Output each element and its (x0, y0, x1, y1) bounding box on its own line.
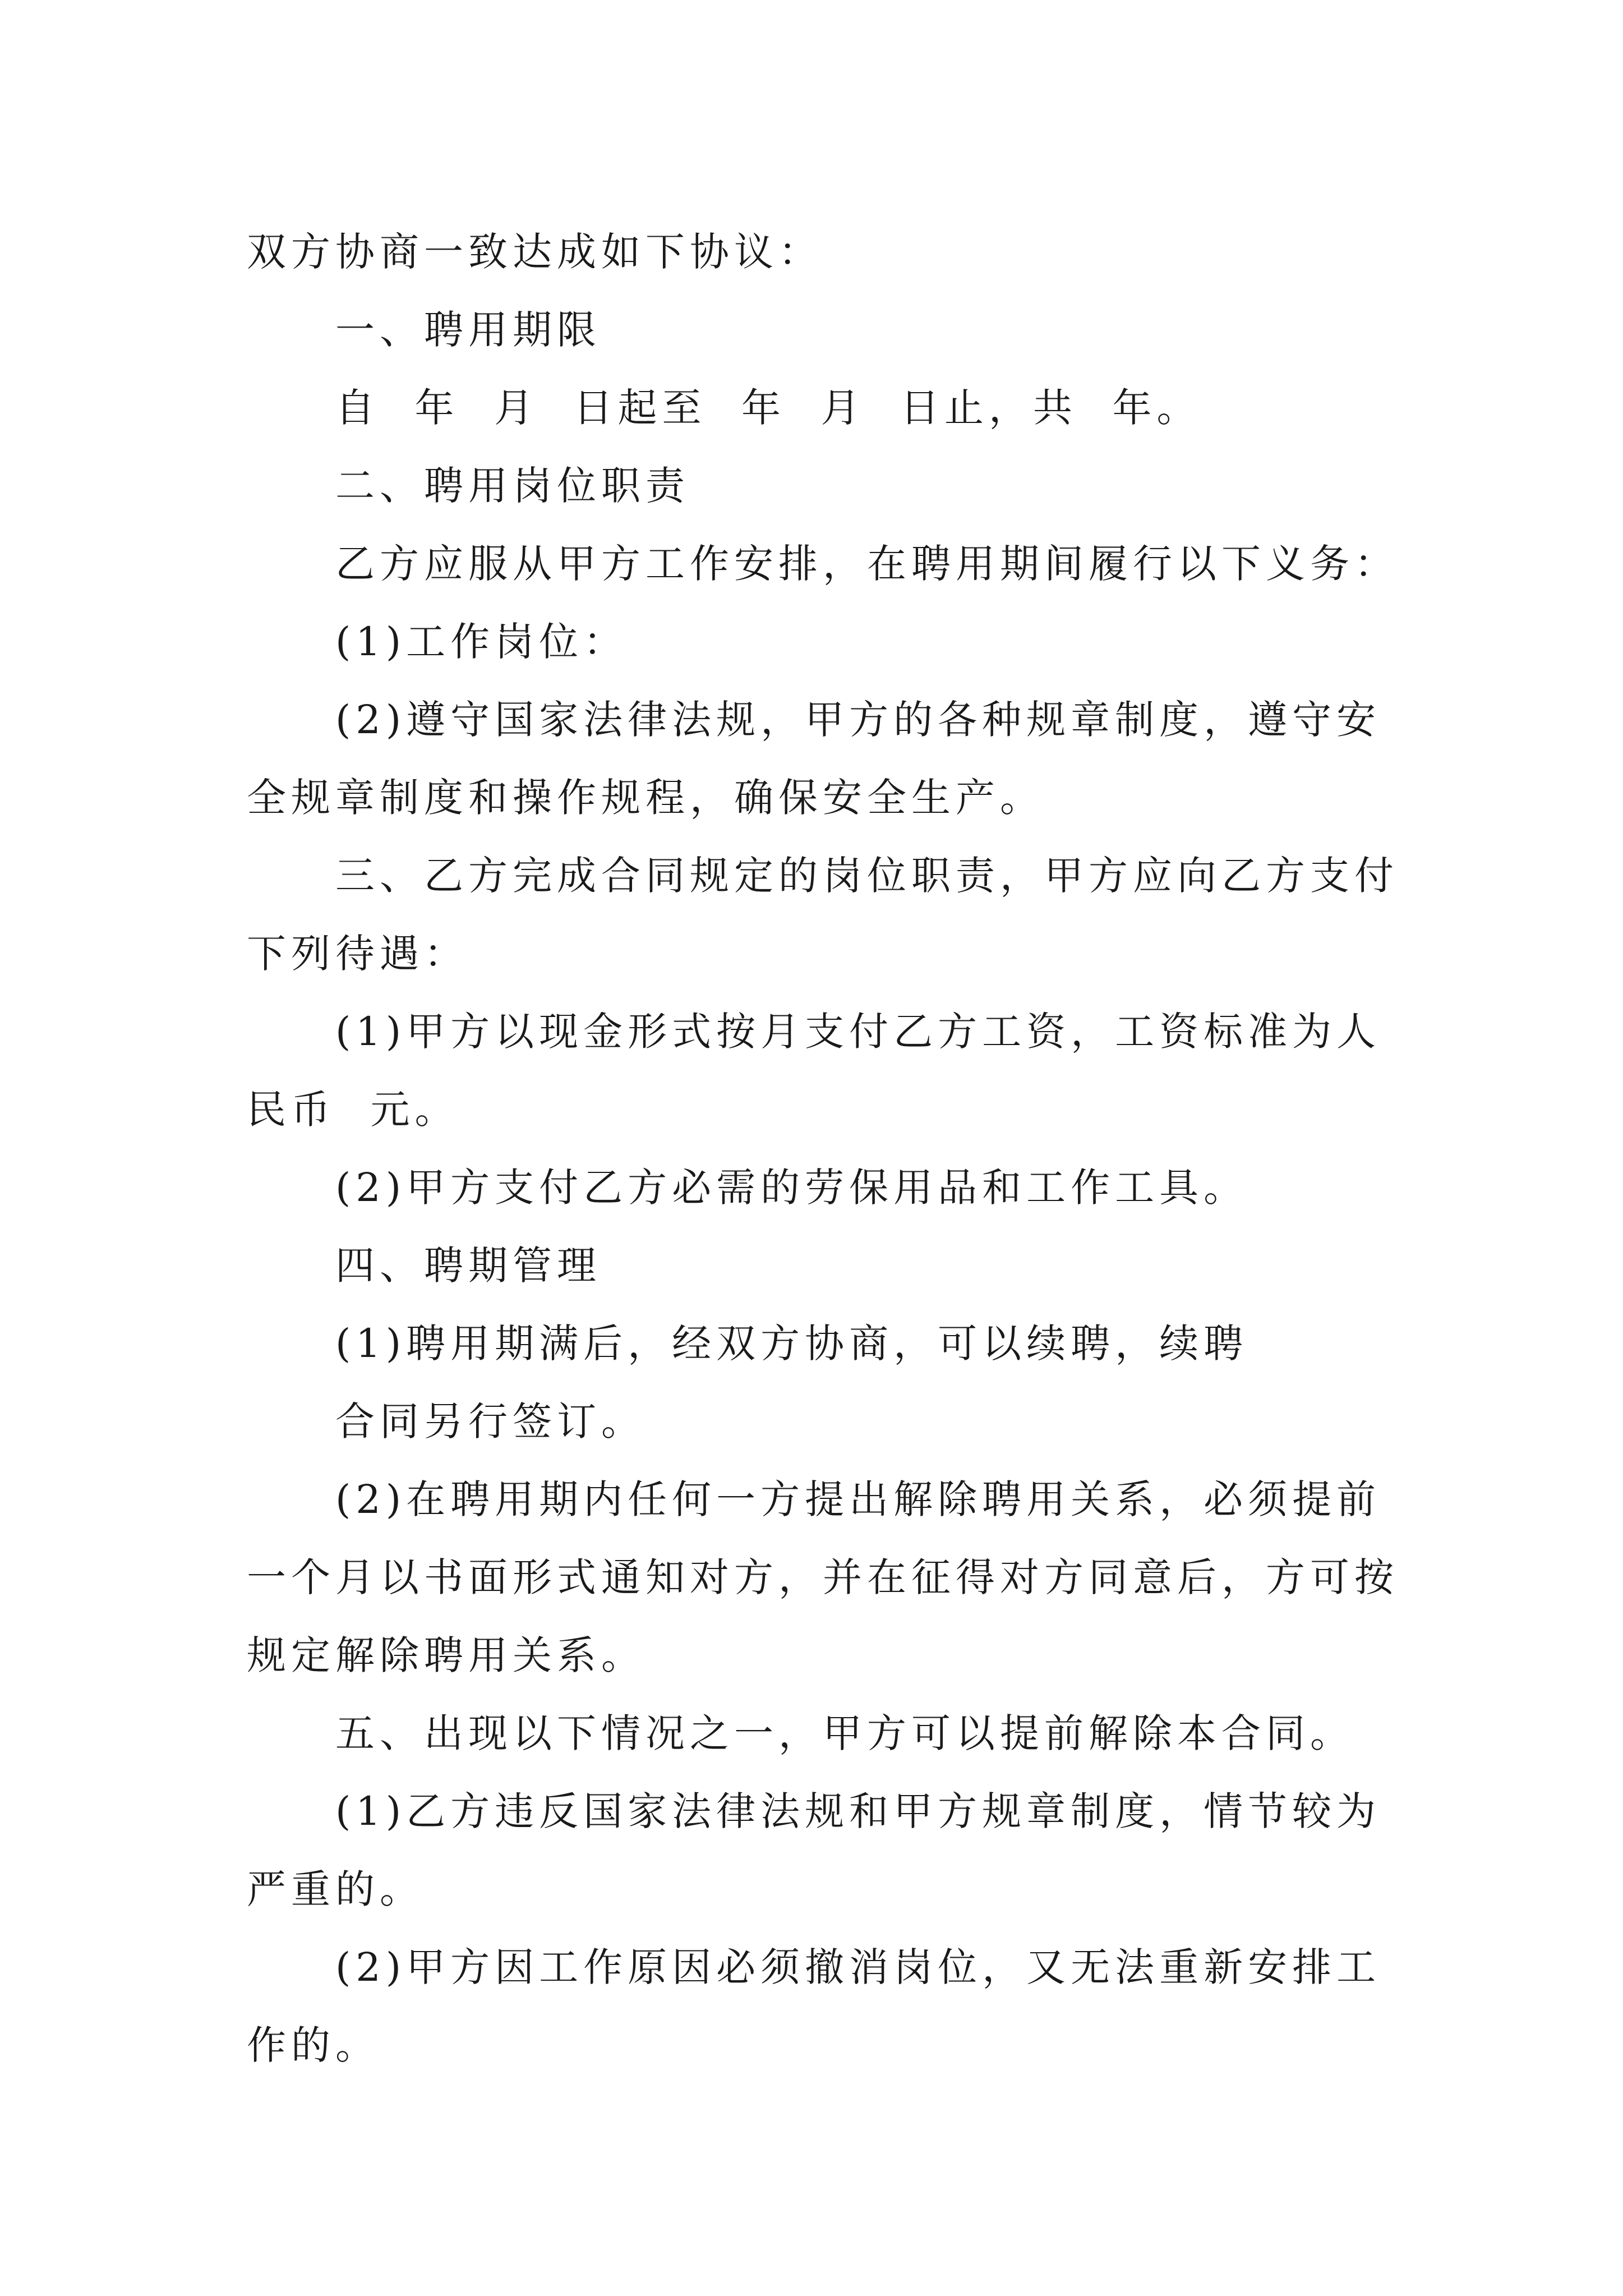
document-line: 一个月以书面形式通知对方，并在征得对方同意后，方可按 (247, 1554, 1399, 1600)
document-line: 规定解除聘用关系。 (247, 1632, 645, 1678)
document-line: 双方协商一致达成如下协议： (247, 229, 823, 275)
document-line: 三、乙方完成合同规定的岗位职责，甲方应向乙方支付 (335, 853, 1399, 899)
document-body (247, 213, 1399, 2085)
document-line: (2)甲方支付乙方必需的劳保用品和工作工具。 (335, 1165, 1248, 1211)
document-line: (1)工作岗位： (335, 619, 628, 665)
document-line: 自 年 月 日起至 年 月 日止，共 年。 (335, 385, 1201, 431)
document-line: 全规章制度和操作规程，确保安全生产。 (247, 775, 1044, 821)
document-line: (1)甲方以现金形式按月支付乙方工资，工资标准为人 (335, 1009, 1381, 1055)
document-line: 五、出现以下情况之一，甲方可以提前解除本合同。 (335, 1710, 1354, 1756)
document-line: 四、聘期管理 (335, 1243, 601, 1289)
document-line: (1)乙方违反国家法律法规和甲方规章制度，情节较为 (335, 1788, 1381, 1834)
document-line: (2)在聘用期内任何一方提出解除聘用关系，必须提前 (335, 1476, 1381, 1522)
document-line: 严重的。 (247, 1866, 424, 1912)
document-line: 乙方应服从甲方工作安排，在聘用期间履行以下义务： (335, 541, 1399, 587)
document-line: 一、聘用期限 (335, 307, 601, 353)
document-line: (1)聘用期满后，经双方协商，可以续聘，续聘 (335, 1320, 1248, 1366)
document-line: 下列待遇： (247, 931, 468, 977)
document-line: 二、聘用岗位职责 (335, 463, 690, 509)
document-line: 民币 元。 (247, 1087, 459, 1133)
document-line: 作的。 (247, 2022, 380, 2068)
document-line: 合同另行签订。 (335, 1398, 645, 1444)
document-line: (2)甲方因工作原因必须撤消岗位，又无法重新安排工 (335, 1944, 1381, 1990)
document-line: (2)遵守国家法律法规，甲方的各种规章制度，遵守安 (335, 697, 1381, 743)
